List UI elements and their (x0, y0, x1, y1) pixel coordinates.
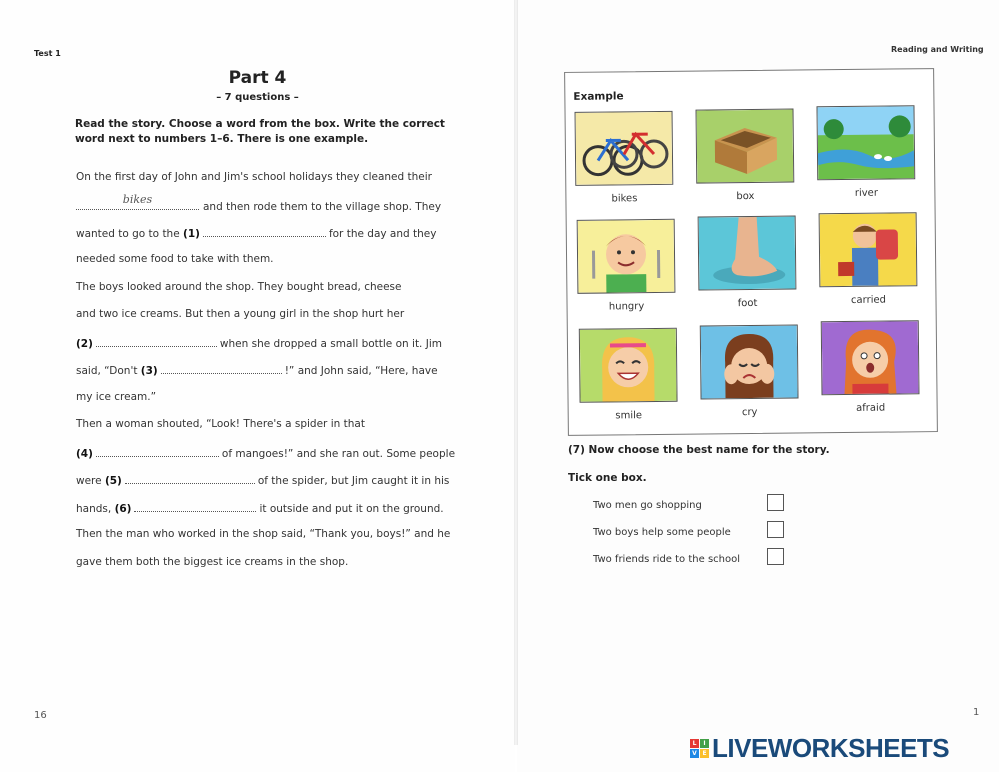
story-text: wanted to go to the (76, 228, 180, 240)
caption-afraid: afraid (856, 402, 886, 414)
answer-blank-2[interactable] (96, 336, 217, 347)
story-text: hands, (76, 503, 112, 515)
picture-carried (819, 212, 918, 306)
story-line-7 (76, 336, 442, 350)
option-2-checkbox[interactable] (767, 521, 784, 538)
option-1-label: Two men go shopping (593, 500, 702, 511)
tick-one-box-label: Tick one box. (568, 472, 647, 484)
logo-square: E (700, 749, 709, 758)
book-spine (514, 0, 518, 745)
story-text: for the day and they (328, 228, 437, 240)
bikes-image (575, 111, 674, 186)
question-7-prompt: (7) Now choose the best name for the story. (568, 444, 830, 456)
logo-text: LIVEWORKSHEETS (712, 732, 950, 763)
test-header: Test 1 (34, 49, 61, 58)
answer-blank-4[interactable] (96, 446, 219, 457)
story-line-13 (76, 501, 444, 515)
answer-blank-1[interactable] (203, 226, 326, 237)
hungry-image (577, 219, 676, 294)
question-number-5: (5) (104, 475, 122, 487)
caption-carried: carried (850, 294, 887, 306)
example-answer-text: bikes (122, 193, 153, 206)
story-line-5: The boys looked around the shop. They bought bread, cheese (76, 281, 402, 293)
story-line-6: and two ice creams. But then a young girl in the shop hurt her (76, 308, 405, 320)
question-number-6: (6) (114, 503, 132, 515)
caption-cry: cry (741, 406, 758, 419)
option-1-checkbox[interactable] (767, 494, 784, 511)
story-text: said, “Don't (76, 365, 138, 377)
picture-bikes (575, 111, 674, 205)
story-text: of mangoes!” and she ran out. Some people (221, 448, 456, 460)
picture-afraid (821, 320, 920, 414)
picture-box (696, 109, 795, 203)
story-text: were (76, 475, 102, 487)
story-line-2 (76, 193, 442, 213)
picture-hungry (577, 219, 676, 313)
caption-foot: foot (737, 297, 758, 310)
story-line-1: On the first day of John and Jim's school holidays they cleaned their (76, 171, 432, 183)
logo-square: L (690, 739, 699, 748)
question-number-1: (1) (183, 228, 200, 240)
story-line-9: my ice cream.” (76, 391, 157, 403)
answer-blank-6[interactable] (134, 501, 256, 512)
logo-square: I (700, 739, 709, 748)
option-3-checkbox[interactable] (767, 548, 784, 565)
box-image (696, 109, 795, 184)
option-3-label: Two friends ride to the school (593, 554, 741, 565)
question-number-3: (3) (140, 365, 158, 377)
story-line-3 (76, 226, 436, 240)
afraid-image (821, 320, 920, 395)
picture-river (816, 105, 915, 199)
page-number-right: 1 (973, 707, 980, 718)
story-line-14: Then the man who worked in the shop said, “Thank you, boys!” and he (76, 528, 451, 540)
section-header: Reading and Writing (891, 45, 984, 54)
story-line-10: Then a woman shouted, “Look! There's a spider in that (76, 418, 365, 430)
story-text: and then rode them to the village shop. They (203, 201, 442, 213)
answer-blank-5[interactable] (125, 473, 255, 484)
question-number-4: (4) (76, 448, 93, 460)
story-text: when she dropped a small bottle on it. Jim (219, 338, 442, 350)
story-line-15: gave them both the biggest ice creams in the shop. (76, 556, 349, 568)
page-number-left: 16 (34, 710, 47, 721)
foot-image (698, 216, 797, 291)
example-answer (76, 193, 199, 210)
question-number-2: (2) (76, 338, 93, 350)
logo-squares-icon (690, 739, 709, 758)
picture-foot (698, 216, 797, 310)
story-line-11 (76, 446, 455, 460)
river-image (816, 105, 915, 180)
picture-cry (700, 325, 799, 419)
story-line-8 (76, 363, 438, 377)
liveworksheets-logo (690, 733, 949, 763)
story-line-4: needed some food to take with them. (76, 253, 274, 265)
answer-blank-3[interactable] (161, 363, 282, 374)
example-label: Example (573, 90, 624, 103)
cry-image (700, 325, 799, 400)
instructions: Read the story. Choose a word from the box. Write the correct word next to numbers 1–6. There is one example. (75, 118, 445, 145)
story-text: of the spider, but Jim caught it in his (257, 475, 450, 487)
picture-smile (579, 328, 678, 422)
caption-box: box (736, 190, 755, 203)
smile-image (579, 328, 678, 403)
story-line-12 (76, 473, 449, 487)
caption-hungry: hungry (608, 301, 645, 313)
part-title: Part 4 (228, 68, 287, 88)
caption-bikes: bikes (611, 193, 638, 205)
caption-smile: smile (615, 410, 643, 422)
caption-river: river (854, 187, 878, 199)
example-word-box (564, 68, 938, 436)
logo-square: V (690, 749, 699, 758)
story-text: it outside and put it on the ground. (259, 503, 444, 515)
carried-image (819, 212, 918, 287)
option-2-label: Two boys help some people (593, 527, 731, 538)
part-subtitle: – 7 questions – (216, 92, 299, 103)
story-text: !” and John said, “Here, have (284, 365, 438, 377)
